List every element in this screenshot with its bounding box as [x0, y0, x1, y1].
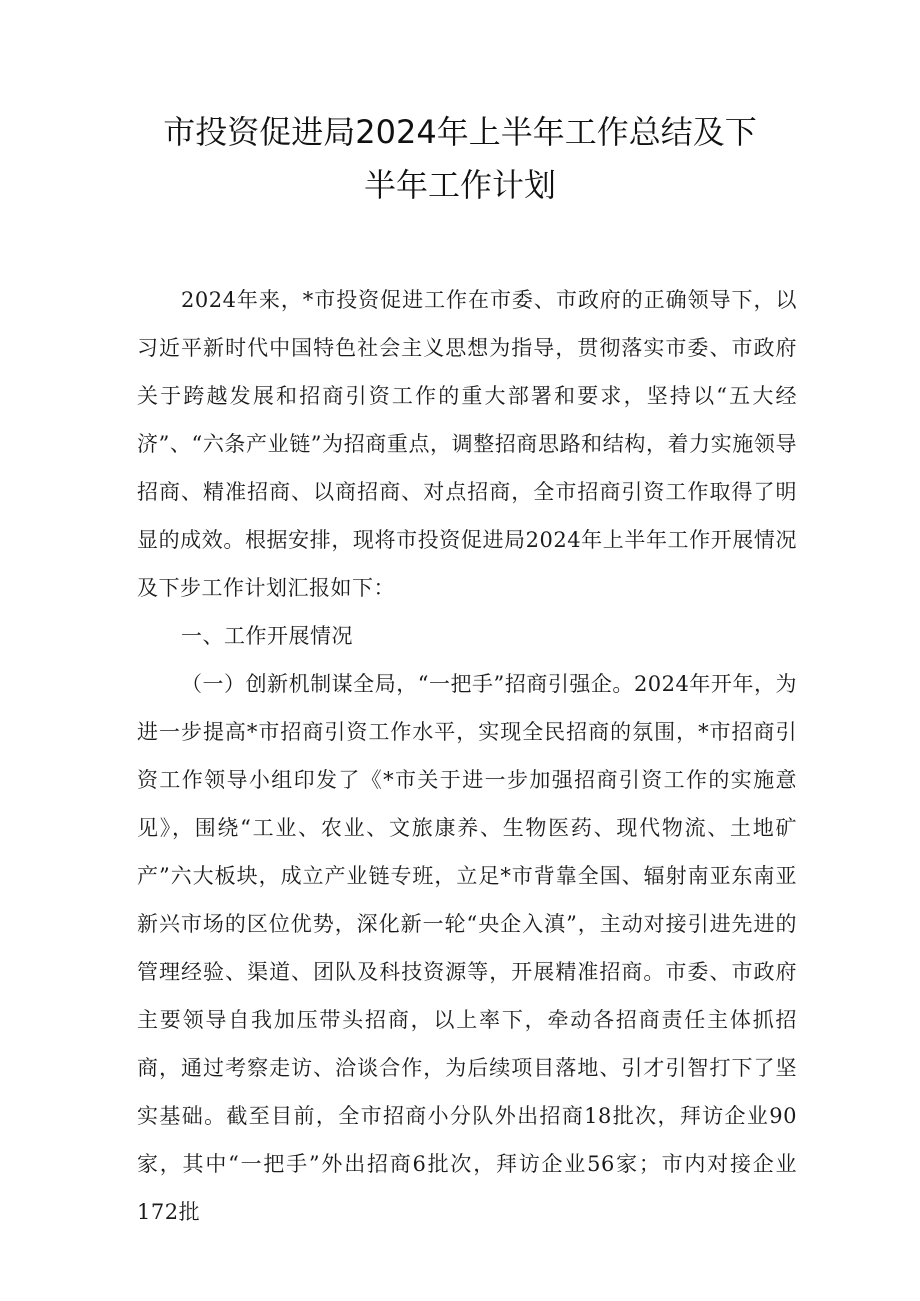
- section-heading-block: [137, 612, 797, 660]
- intro-paragraph-block: [137, 276, 797, 612]
- section-paragraph-block: [137, 660, 797, 1236]
- document-title-line-1: 市投资促进局2024年上半年工作总结及下: [163, 113, 757, 151]
- document-title-line-2: 半年工作计划: [363, 166, 556, 204]
- section-heading-work-progress: 一、工作开展情况: [181, 624, 353, 648]
- section-paragraph-1: （一）创新机制谋全局，“一把手”招商引强企。2024年开年，为进一步提高*市招商引资工作水平，实现全民招商的氛围，*市招商引资工作领导小组印发了《*市关于进一步加强招商引资工作的实施意见》，围绕“工业、农业、文旅康养、生物医药、现代物流、土地矿产”六大板块，成立产业链专班，立足*市背靠全国、辐射南亚东南亚新兴市场的区位优势，深化新一轮“央企入滇”，主动对接引进先进的管理经验、渠道、团队及科技资源等，开展精准招商。市委、市政府主要领导自我加压带头招商，以上率下，牵动各招商责任主体抓招商，通过考察走访、洽谈合作，为后续项目落地、引才引智打下了坚实基础。截至目前，全市招商小分队外出招商18批次，拜访企业90家，其中“一把手”外出招商6批次，拜访企业56家；市内对接企业172批: [137, 672, 797, 1224]
- intro-paragraph: 2024年来，*市投资促进工作在市委、市政府的正确领导下，以习近平新时代中国特色社会主义思想为指导，贯彻落实市委、市政府关于跨越发展和招商引资工作的重大部署和要求，坚持以“五大经济”、“六条产业链”为招商重点，调整招商思路和结构，着力实施领导招商、精准招商、以商招商、对点招商，全市招商引资工作取得了明显的成效。根据安排，现将市投资促进局2024年上半年工作开展情况及下步工作计划汇报如下：: [137, 288, 797, 600]
